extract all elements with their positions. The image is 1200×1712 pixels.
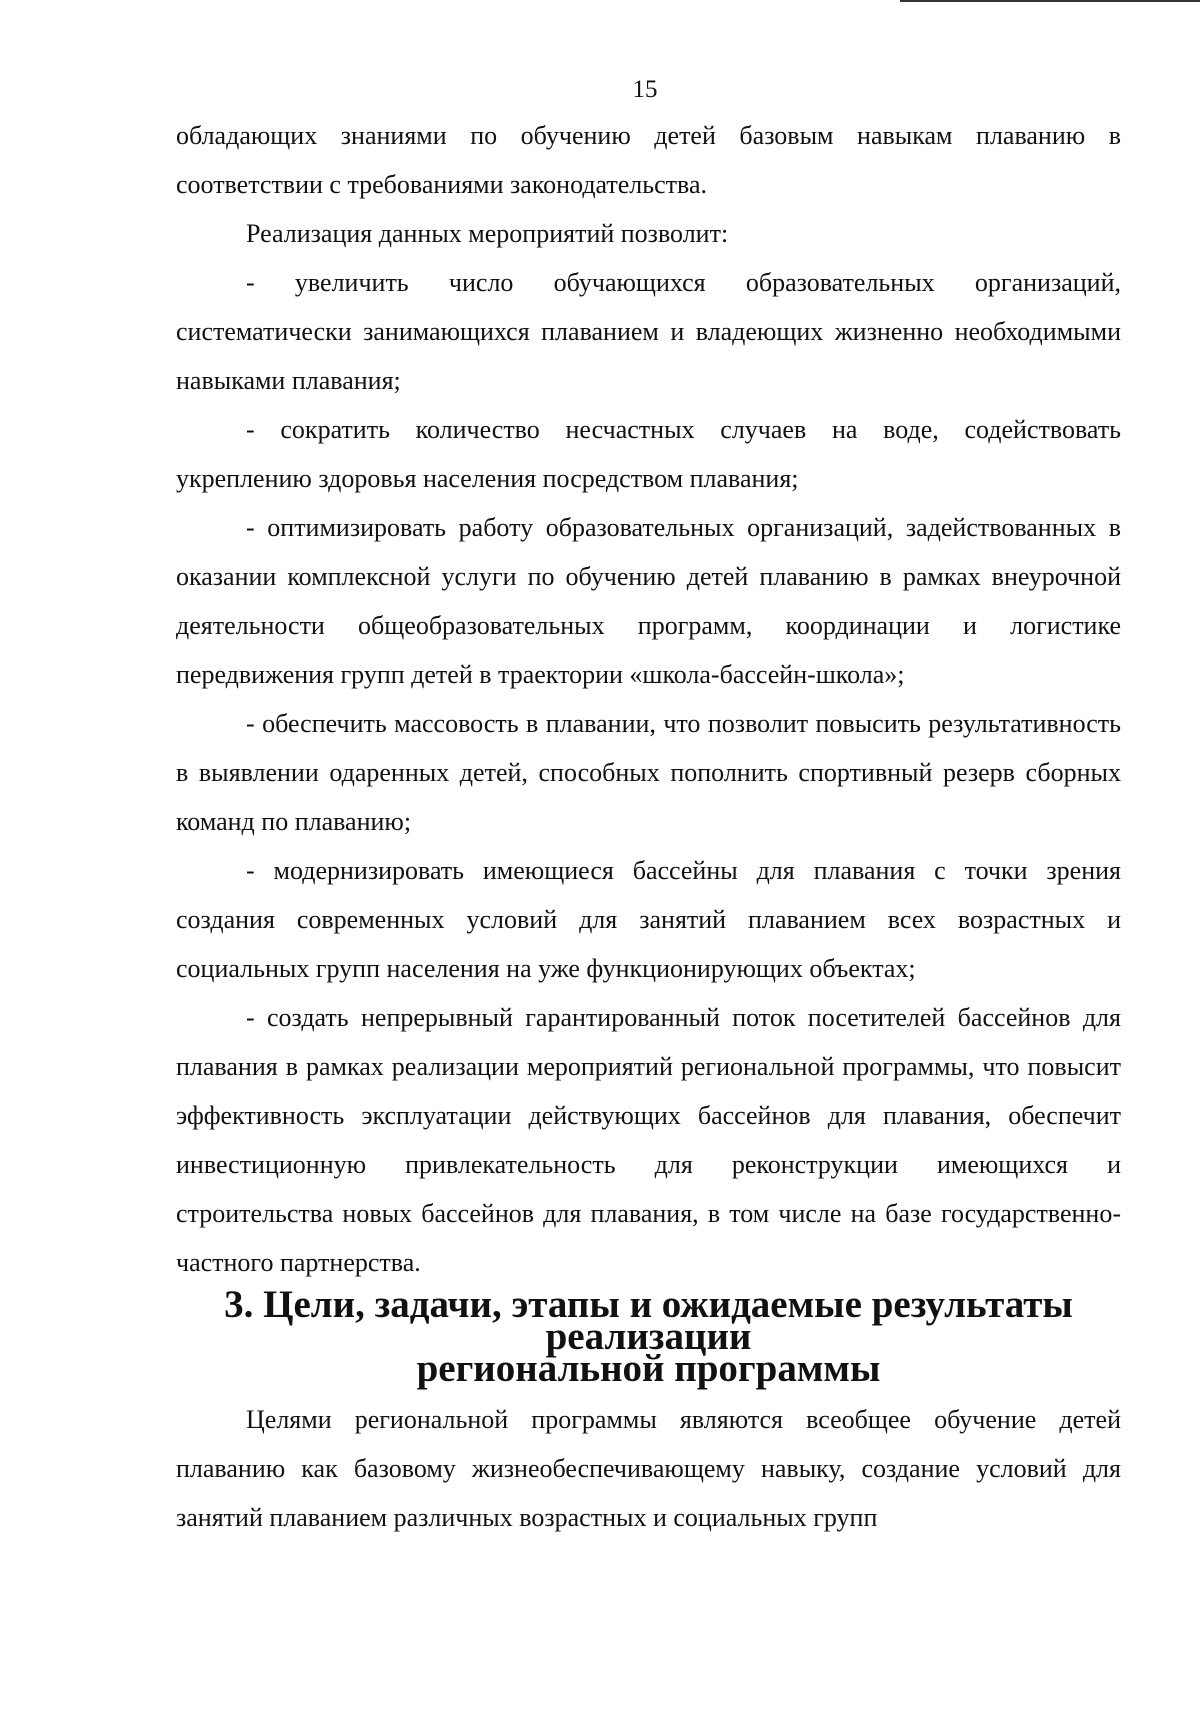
list-item: - модернизировать имеющиеся бассейны для плавания с точки зрения создания современных условий для занятий плаванием всех возрастных и социальных групп населения на уже функционирующих объектах; <box>176 856 1121 983</box>
list-item: - создать непрерывный гарантированный поток посетителей бассейнов для плавания в рамках реализации мероприятий региональной программы, что повысит эффективность эксплуатации действующих бассейнов для плавания, обеспечит инвестиционную привлекательность для реконструкции имеющихся и строительства новых бассейнов для плавания, в том числе на базе государственно-частного партнерства. <box>176 1003 1121 1277</box>
list-item: - оптимизировать работу образовательных организаций, задействованных в оказании комплексной услуги по обучению детей плаванию в рамках внеурочной деятельности общеобразовательных программ, координации и логистике передвижения групп детей в траектории «школа-бассейн-школа»; <box>176 513 1121 689</box>
section-heading-line-1: 3. Цели, задачи, этапы и ожидаемые результаты реализации <box>224 1283 1073 1358</box>
list-item: - увеличить число обучающихся образовательных организаций, систематически занимающихся плаванием и владеющих жизненно необходимыми навыками плавания; <box>176 268 1121 395</box>
paragraph: Целями региональной программы являются всеобщее обучение детей плаванию как базовому жизнеобеспечивающему навыку, создание условий для занятий плаванием различных возрастных и социальных групп <box>176 1405 1121 1532</box>
page-number: 15 <box>632 76 658 103</box>
section-heading <box>176 1283 1121 1395</box>
paragraph: Реализация данных мероприятий позволит: <box>246 219 729 248</box>
paragraph: обладающих знаниями по обучению детей базовым навыкам плаванию в соответствии с требованиями законодательства. <box>176 121 1121 199</box>
body-text <box>176 111 1121 1542</box>
list-item: - обеспечить массовость в плавании, что позволит повысить результативность в выявлении одаренных детей, способных пополнить спортивный резерв сборных команд по плаванию; <box>176 709 1121 836</box>
scan-edge-line <box>900 0 1200 2</box>
list-item: - сократить количество несчастных случаев на воде, содействовать укреплению здоровья населения посредством плавания; <box>176 415 1121 493</box>
section-heading-line-2: региональной программы <box>416 1347 881 1390</box>
